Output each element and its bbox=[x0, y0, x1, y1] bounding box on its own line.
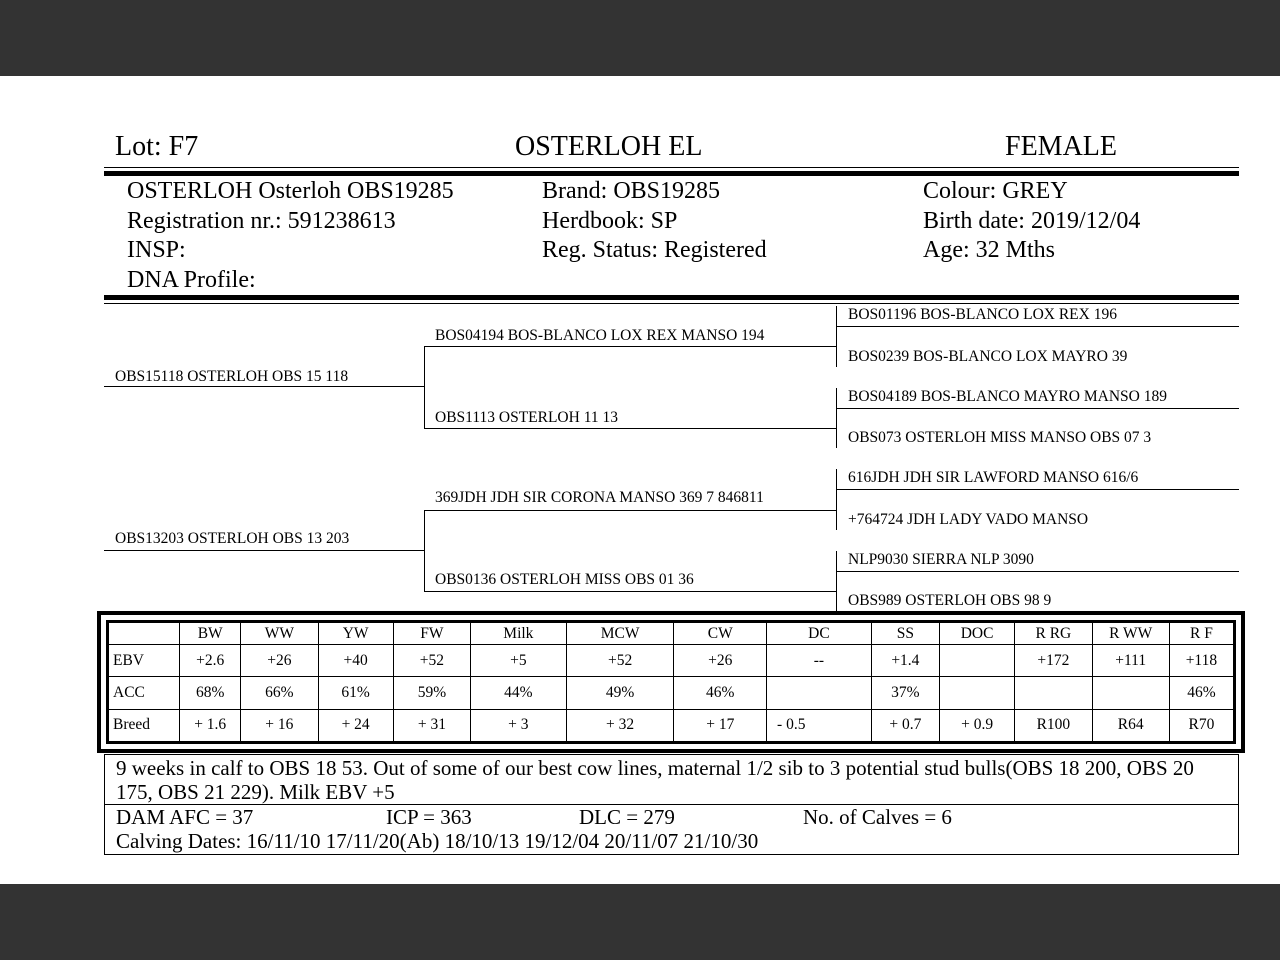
sire-sire-line bbox=[424, 346, 836, 347]
herdbook-field: Herdbook: SP bbox=[542, 207, 678, 234]
ebv-cell: +52 bbox=[566, 645, 674, 677]
ggp-line bbox=[836, 571, 1239, 572]
ebv-header-cell: SS bbox=[871, 623, 939, 645]
ebv-row-label: ACC bbox=[109, 677, 180, 709]
ebv-header-cell bbox=[109, 623, 180, 645]
ebv-cell: R100 bbox=[1015, 709, 1092, 741]
ebv-cell: + 16 bbox=[241, 709, 318, 741]
ebv-cell: 66% bbox=[241, 677, 318, 709]
ebv-cell: +26 bbox=[241, 645, 318, 677]
ebv-header-cell: DOC bbox=[939, 623, 1014, 645]
ebv-header-row bbox=[109, 623, 1234, 645]
ebv-cell: +118 bbox=[1169, 645, 1233, 677]
pedigree-dam-sire: 369JDH JDH SIR CORONA MANSO 369 7 846811 bbox=[435, 489, 764, 506]
ebv-cell: +5 bbox=[471, 645, 567, 677]
ebv-cell: +40 bbox=[318, 645, 393, 677]
dam-bracket bbox=[424, 510, 425, 592]
dlc-value: DLC = 279 bbox=[579, 805, 675, 829]
ebv-cell: + 24 bbox=[318, 709, 393, 741]
animal-info-right bbox=[923, 177, 1140, 266]
ggp-line bbox=[836, 326, 1239, 327]
ebv-header-cell: WW bbox=[241, 623, 318, 645]
sire-bracket bbox=[424, 346, 425, 429]
ebv-cell: +1.4 bbox=[871, 645, 939, 677]
ebv-cell: + 32 bbox=[566, 709, 674, 741]
dam-line bbox=[104, 550, 424, 551]
ebv-header-cell: BW bbox=[180, 623, 241, 645]
animal-full-name: OSTERLOH Osterloh OBS19285 bbox=[127, 178, 454, 204]
dam-afc: DAM AFC = 37 bbox=[116, 805, 254, 829]
pedigree-dam: OBS13203 OSTERLOH OBS 13 203 bbox=[115, 530, 350, 547]
ebv-cell bbox=[1015, 677, 1092, 709]
ebv-row-acc bbox=[109, 677, 1234, 709]
ebv-cell: -- bbox=[767, 645, 872, 677]
ebv-cell: 37% bbox=[871, 677, 939, 709]
ebv-cell: 61% bbox=[318, 677, 393, 709]
ebv-table-frame bbox=[97, 611, 1245, 753]
header-thin-rule bbox=[104, 167, 1239, 168]
header-thick-rule bbox=[104, 171, 1239, 176]
pedigree-sire-dam: OBS1113 OSTERLOH 11 13 bbox=[435, 409, 618, 426]
ebv-cell: 46% bbox=[674, 677, 767, 709]
registration-number: Registration nr.: 591238613 bbox=[127, 207, 396, 234]
ebv-cell: + 0.9 bbox=[939, 709, 1014, 741]
dam-dam-line bbox=[424, 591, 836, 592]
calves-count: No. of Calves = 6 bbox=[803, 805, 952, 829]
pedigree-ggp: BOS01196 BOS-BLANCO LOX REX 196 bbox=[848, 306, 1117, 323]
ebv-header-cell: R RG bbox=[1015, 623, 1092, 645]
age-field: Age: 32 Mths bbox=[923, 237, 1055, 263]
ebv-row-ebv bbox=[109, 645, 1234, 677]
ebv-cell bbox=[767, 677, 872, 709]
ebv-cell: +26 bbox=[674, 645, 767, 677]
ebv-cell: +172 bbox=[1015, 645, 1092, 677]
ebv-cell: + 17 bbox=[674, 709, 767, 741]
pedigree-dam-dam: OBS0136 OSTERLOH MISS OBS 01 36 bbox=[435, 571, 694, 588]
ebv-header-cell: R F bbox=[1169, 623, 1233, 645]
pedigree-ggp: NLP9030 SIERRA NLP 3090 bbox=[848, 551, 1034, 568]
ebv-header-cell: FW bbox=[393, 623, 470, 645]
dna-profile-field: DNA Profile: bbox=[127, 266, 256, 293]
ebv-row-label: EBV bbox=[109, 645, 180, 677]
ebv-cell: 49% bbox=[566, 677, 674, 709]
ebv-cell bbox=[939, 645, 1014, 677]
sire-line bbox=[104, 386, 424, 387]
pedigree-ggp: 616JDH JDH SIR LAWFORD MANSO 616/6 bbox=[848, 469, 1139, 486]
ebv-cell: 68% bbox=[180, 677, 241, 709]
ebv-table bbox=[108, 622, 1234, 742]
sire-sire-bracket bbox=[836, 306, 837, 367]
dam-sire-bracket bbox=[836, 469, 837, 530]
ebv-header-cell: R WW bbox=[1092, 623, 1169, 645]
ebv-cell: 44% bbox=[471, 677, 567, 709]
pedigree-sire: OBS15118 OSTERLOH OBS 15 118 bbox=[115, 368, 349, 385]
pedigree-ggp: BOS0239 BOS-BLANCO LOX MAYRO 39 bbox=[848, 348, 1128, 365]
ebv-cell: 46% bbox=[1169, 677, 1233, 709]
birth-date-field: Birth date: 2019/12/04 bbox=[923, 207, 1141, 234]
pedigree-sire-sire: BOS04194 BOS-BLANCO LOX REX MANSO 194 bbox=[435, 327, 765, 344]
animal-title: OSTERLOH EL bbox=[515, 131, 703, 162]
pedigree-ggp: OBS989 OSTERLOH OBS 98 9 bbox=[848, 592, 1052, 609]
sire-dam-line bbox=[424, 428, 836, 429]
lot-number: Lot: F7 bbox=[115, 131, 199, 162]
ebv-header-cell: YW bbox=[318, 623, 393, 645]
ebv-cell: + 1.6 bbox=[180, 709, 241, 741]
ebv-header-cell: MCW bbox=[566, 623, 674, 645]
ebv-table-inner-frame bbox=[106, 620, 1236, 744]
ebv-cell: + 3 bbox=[471, 709, 567, 741]
icp-value: ICP = 363 bbox=[386, 805, 472, 829]
ebv-header-cell: Milk bbox=[471, 623, 567, 645]
ebv-cell: R64 bbox=[1092, 709, 1169, 741]
dam-dam-bracket bbox=[836, 551, 837, 611]
comments-box bbox=[104, 754, 1239, 855]
info-thin-rule bbox=[104, 303, 1239, 304]
ebv-cell: 59% bbox=[393, 677, 470, 709]
animal-sex: FEMALE bbox=[1005, 131, 1117, 162]
pedigree-ggp: +764724 JDH LADY VADO MANSO bbox=[848, 511, 1089, 528]
ebv-cell: +2.6 bbox=[180, 645, 241, 677]
ebv-cell: R70 bbox=[1169, 709, 1233, 741]
calving-dates: Calving Dates: 16/11/10 17/11/20(Ab) 18/10/13 19/12/04 20/11/07 21/10/30 bbox=[116, 829, 759, 853]
ebv-row-breed bbox=[109, 709, 1234, 741]
info-thick-rule bbox=[104, 295, 1239, 300]
pedigree-ggp: OBS073 OSTERLOH MISS MANSO OBS 07 3 bbox=[848, 429, 1152, 446]
dam-sire-line bbox=[424, 510, 836, 511]
sire-dam-bracket bbox=[836, 388, 837, 448]
ebv-cell: +111 bbox=[1092, 645, 1169, 677]
ebv-cell: - 0.5 bbox=[767, 709, 872, 741]
ebv-header-cell: DC bbox=[767, 623, 872, 645]
pedigree-ggp: BOS04189 BOS-BLANCO MAYRO MANSO 189 bbox=[848, 388, 1167, 405]
ebv-header-cell: CW bbox=[674, 623, 767, 645]
reg-status-field: Reg. Status: Registered bbox=[542, 237, 767, 263]
ebv-cell: + 31 bbox=[393, 709, 470, 741]
animal-info-middle bbox=[542, 177, 767, 266]
ggp-line bbox=[836, 408, 1239, 409]
colour-field: Colour: GREY bbox=[923, 178, 1068, 204]
comments-text: 9 weeks in calf to OBS 18 53. Out of some of our best cow lines, maternal 1/2 sib to 3 potential stud bulls(OBS 18 200, OBS 20 175, OBS 21 229). Milk EBV +5 bbox=[116, 756, 1194, 804]
insp-field: INSP: bbox=[127, 237, 186, 263]
animal-info-left bbox=[127, 177, 454, 295]
ebv-row-label: Breed bbox=[109, 709, 180, 741]
ggp-line bbox=[836, 489, 1239, 490]
ebv-cell bbox=[939, 677, 1014, 709]
ebv-cell bbox=[1092, 677, 1169, 709]
brand-field: Brand: OBS19285 bbox=[542, 178, 721, 204]
catalogue-page bbox=[0, 76, 1280, 884]
ebv-cell: + 0.7 bbox=[871, 709, 939, 741]
ebv-cell: +52 bbox=[393, 645, 470, 677]
